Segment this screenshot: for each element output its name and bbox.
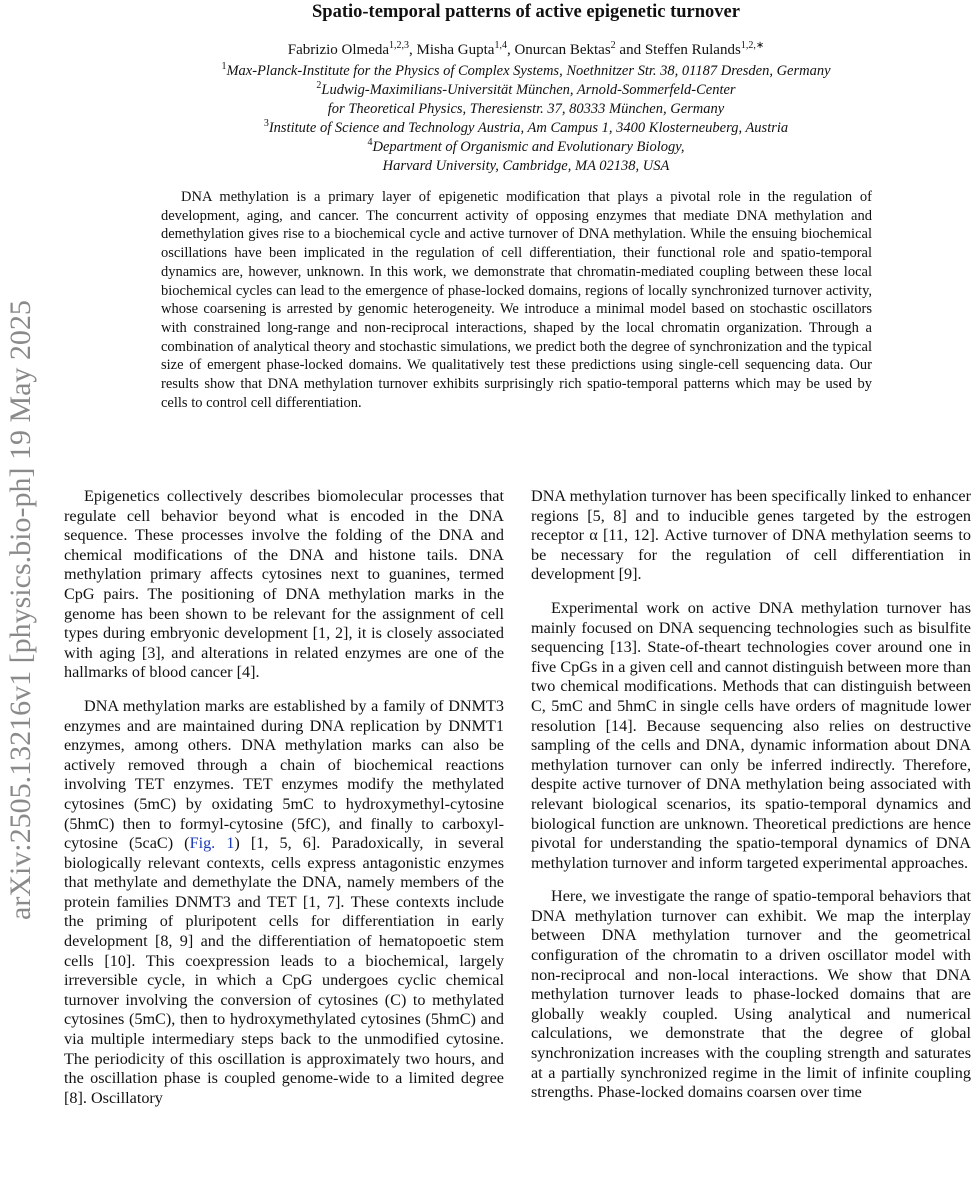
body-paragraph	[64, 697, 504, 1108]
abstract: DNA methylation is a primary layer of epigenetic modification that plays a pivotal role in the regulation of development, aging, and cancer. The concurrent activity of opposing enzymes that mediate DNA methylation and demethylation gives rise to a biochemical cycle and active turnover of DNA methylation. While the ensuing biochemical oscillations have been implicated in the regulation of cell differentiation, their functional role and spatio-temporal dynamics are, however, unknown. In this work, we demonstrate that chromatin-mediated coupling between these local biochemical cycles can lead to the emergence of phase-locked domains, regions of locally synchronized turnover activity, whose coarsening is arrested by genomic heterogeneity. We introduce a minimal model based on stochastic oscillators with constrained long-range and non-reciprocal interactions, shaped by the local chromatin organization. Through a combination of analytical theory and stochastic simulations, we predict both the degree of synchronization and the typical size of emergent phase-locked domains. We qualitatively test these predictions using single-cell sequencing data. Our results show that DNA methylation turnover exhibits surprisingly rich spatio-temporal patterns which may be used by cells to control cell differentiation.	[161, 189, 872, 411]
author-affil-sup: 1,2,∗	[740, 40, 765, 51]
affiliation-text: Harvard University, Cambridge, MA 02138, USA	[382, 158, 670, 174]
affiliation-sup: 3	[263, 118, 269, 130]
affiliation-text: Institute of Science and Technology Austria, Am Campus 1, 3400 Klosterneuberg, Austria	[268, 120, 789, 136]
author-name: Misha Gupta	[416, 42, 495, 58]
author-separator: ,	[506, 42, 515, 58]
body-column-left	[64, 487, 504, 1122]
body-paragraph: DNA methylation turnover has been specifically linked to enhancer regions [5, 8] and to inducible genes targeted by the estrogen receptor α [11, 12]. Active turnover of DNA methylation seems to be necessary for the regulation of cell differentiation in development [9].	[531, 487, 971, 584]
affiliation-line	[60, 119, 972, 138]
affiliation-text: Department of Organismic and Evolutionary Biology,	[372, 139, 685, 155]
affiliation-line	[60, 81, 972, 100]
body-paragraph: Experimental work on active DNA methylation turnover has mainly focused on DNA sequencing technologies such as bisulfite sequencing [13]. State-of-theart technologies cover around one in five CpGs in a given cell and cannot distinguish between more than two chemical modifications. Methods that can distinguish between C, 5mC and 5hmC in single cells have orders of magnitude lower resolution [14]. Because sequencing also relies on destructive sampling of the cells and DNA, dynamic information about DNA methylation turnover can only be inferred indirectly. Therefore, despite active turnover of DNA methylation being associated with relevant biological scenarios, its spatio-temporal dynamics and biological function are unknown. Theoretical predictions are hence pivotal for understanding the spatio-temporal dynamics of DNA methylation turnover and inform targeted experimental approaches.	[531, 598, 971, 872]
body-text: ) [1, 5, 6]. Paradoxically, in several biologically relevant contexts, cells express antagonistic enzymes that methylate and demethylate the DNA, namely members of the protein families DNMT3 and TET [1, 7]. These contexts include the priming of pluripotent cells for differentiation in early development [8, 9] and the differentiation of hematopoetic stem cells [10]. This coexpression leads to a biochemical, largely irreversible cycle, in which a CpG undergoes cyclic chemical turnover involving the conversion of cytosines (C) to methylated cytosines (5mC), then to hydroxymethylated cytosines (5hmC) and via multiple intermediary steps back to the unmodified cytosine. The periodicity of this oscillation is approximately two hours, and the oscillation phase is coupled genome-wide to a limited degree [8]. Oscillatory	[64, 834, 504, 1107]
author-separator: and	[615, 42, 645, 58]
arxiv-identifier: arXiv:2505.13216v1 [physics.bio-ph] 19 May 2025	[4, 300, 37, 920]
author-affil-sup: 1,2,3	[389, 40, 410, 51]
body-paragraph: Here, we investigate the range of spatio-temporal behaviors that DNA methylation turnover can exhibit. We map the interplay between DNA methylation turnover and the geometrical configuration of the chromatin to a driven oscillator model with non-reciprocal and non-local interactions. We show that DNA methylation turnover leads to phase-locked domains that are globally weakly coupled. Using analytical and numerical calculations, we demonstrate that the degree of global synchronization increases with the coupling strength and saturates at a partially synchronized regime in the limit of infinite coupling strengths. Phase-locked domains coarsen over time	[531, 887, 971, 1102]
affiliation-sup: 4	[367, 137, 373, 149]
affiliation-line	[60, 62, 972, 81]
author-separator: ,	[409, 42, 417, 58]
author-list	[60, 42, 972, 59]
affiliation-line	[60, 157, 972, 176]
affiliation-sup: 2	[316, 80, 322, 92]
body-text: DNA methylation marks are established by a family of DNMT3 enzymes and are maintained during DNA replication by DNMT1 enzymes, among others. DNA methylation marks can also be actively removed through a chain of biochemical reactions involving TET enzymes. TET enzymes modify the methylated cytosines (5mC) by oxidating 5mC to hydroxymethyl-cytosine (5hmC) then to formyl-cytosine (5fC), and finally to carboxyl-cytosine (5caC) (	[64, 696, 504, 853]
affiliation-text: Max-Planck-Institute for the Physics of Complex Systems, Noethnitzer Str. 38, 01187 Dresden, Germany	[226, 63, 831, 79]
affiliation-text: for Theoretical Physics, Theresienstr. 37, 80333 München, Germany	[327, 101, 725, 117]
body-paragraph: Epigenetics collectively describes biomolecular processes that regulate cell behavior beyond what is encoded in the DNA sequence. These processes involve the folding of the DNA and chemical modifications of the DNA and histone tails. DNA methylation primary affects cytosines next to guanines, termed CpG pairs. The positioning of DNA methylation marks in the genome has been shown to be relevant for the assignment of cell types during embryonic development [1, 2], it is closely associated with aging [3], and alterations in related enzymes are one of the hallmarks of blood cancer [4].	[64, 487, 504, 682]
paper-title: Spatio-temporal patterns of active epigenetic turnover	[312, 2, 740, 22]
arxiv-sidebar-stamp	[0, 0, 42, 1200]
affiliation-list	[60, 62, 972, 176]
affiliation-text: Ludwig-Maximilians-Universität München, Arnold-Sommerfeld-Center	[321, 82, 736, 98]
affiliation-line	[60, 100, 972, 119]
figure-link[interactable]: Fig. 1	[189, 834, 235, 853]
author-name: Fabrizio Olmeda	[287, 42, 390, 58]
body-column-right	[531, 487, 971, 1117]
author-name: Onurcan Bektas	[514, 42, 611, 58]
affiliation-sup: 1	[221, 61, 227, 73]
affiliation-line	[60, 138, 972, 157]
author-affil-sup: 2	[610, 40, 616, 51]
author-affil-sup: 1,4	[494, 40, 507, 51]
author-name: Steffen Rulands	[644, 42, 741, 58]
